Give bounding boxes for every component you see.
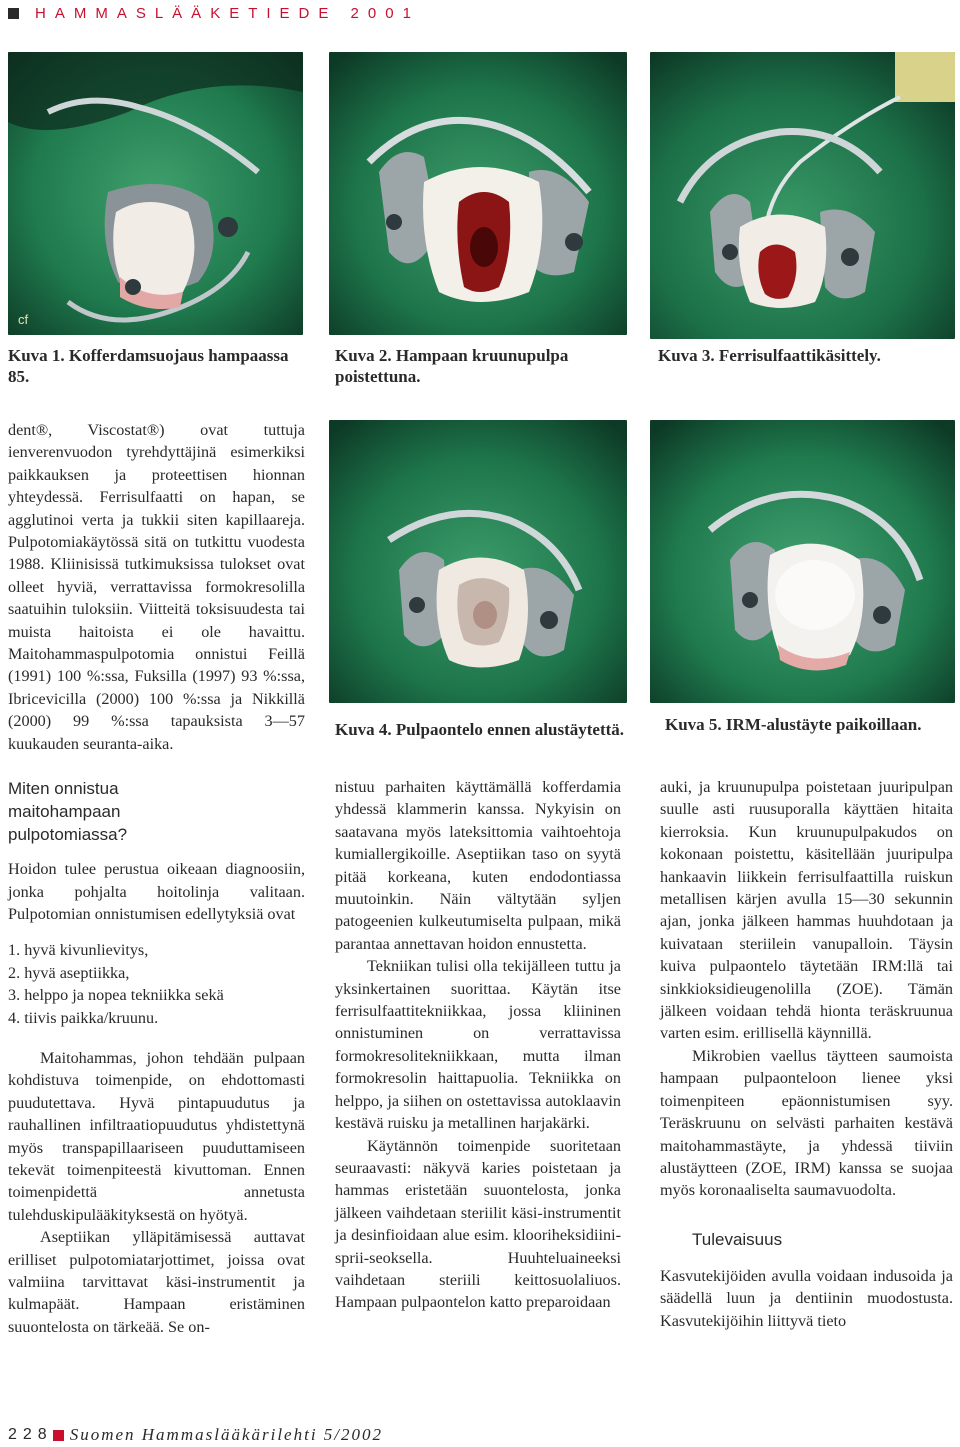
column1-paragraph: Aseptiikan ylläpitämisessä auttavat erilliset pulpotomiatarjottimet, joissa ovat valmiina tarvittavat käsi-instrumentit ja kulmapäät. Hampaan eristäminen suuontelosta on tärkeää. Se on- bbox=[8, 1228, 305, 1336]
list-item: 4. tiivis paikka/kruunu. bbox=[8, 1008, 159, 1027]
column3-paragraph: Kasvutekijöiden avulla voidaan indusoida ja säädellä luun ja dentiinin muodostusta. Kasvutekijöihin liittyvä tieto bbox=[660, 1266, 953, 1330]
text-column-2 bbox=[335, 776, 621, 1314]
photo-kuva1 bbox=[8, 52, 303, 335]
column2-paragraph: Käytännön toimenpide suoritetaan seuraavasti: näkyvä karies poistetaan ja hammas eristetään suuontelosta, jonka jälkeen vaihdetaan steriilit käsi-instrumentit ja desinfioidaan alue esim. klooriheksidiini-sprii-seoksella. Huuhteluaineeksi vaihdetaan steriili keittosuolaliuos. Hampaan pulpaontelon katto preparoidaan bbox=[335, 1136, 621, 1312]
running-header bbox=[8, 2, 420, 24]
column1-paragraph: Hoidon tulee perustua oikeaan diagnoosiin, jonka pohjalta hoitolinja valitaan. Pulpotomian onnistumisen edellytyksiä ovat bbox=[8, 860, 305, 923]
column2-paragraph: Tekniikan tulisi olla tekijälleen tuttu ja yksinkertainen suorittaa. Käytän itse ferrisulfaattitekniikkaa, jossa kliininen onnistuminen on verrattavissa formokresolitekniikkaan, mutta ilman formokresolin haittapuolia. Tekniikka on helppo, ja siihen on ostettavissa autoklaavin kestävä ruisku ja metallinen harjakärki. bbox=[335, 957, 621, 1133]
photo-overlay-text: cf bbox=[18, 312, 29, 327]
page-footer bbox=[8, 1424, 383, 1446]
column2-paragraph: nistuu parhaiten käyttämällä kofferdamia yhdessä klammerin kanssa. Nykyisin on saatavana myös lateksittomia vaihtoehtoja kumiallergikoille. Aseptiikan taso on syytä pitää korkeana, kuten endodontiassa muutoinkin. Näin vältytään syljen patogeenien kulkeutumiselta pulpaan, mikä parantaa annettavan hoidon ennustetta. bbox=[335, 778, 621, 953]
text-column-1 bbox=[8, 419, 305, 1338]
caption-kuva3: Kuva 3. Ferrisulfaattikäsittely. bbox=[658, 346, 881, 365]
caption-kuva5: Kuva 5. IRM-alustäyte paikoillaan. bbox=[665, 715, 922, 734]
footer-square-icon bbox=[53, 1430, 64, 1441]
list-item: 2. hyvä aseptiikka, bbox=[8, 963, 130, 982]
photo-kuva5 bbox=[650, 420, 955, 703]
photo-kuva2 bbox=[329, 52, 627, 335]
prerequisites-list bbox=[8, 939, 305, 1029]
section-heading: Tulevaisuus bbox=[692, 1229, 783, 1249]
page-number: 228 bbox=[8, 1426, 53, 1443]
header-square-icon bbox=[8, 8, 19, 19]
caption-kuva4: Kuva 4. Pulpaontelo ennen alustäytettä. bbox=[335, 720, 625, 739]
list-item: 3. helppo ja nopea tekniikka sekä bbox=[8, 986, 224, 1005]
column1-paragraph: Maitohammas, johon tehdään pulpaan kohdistuva toimenpide, on ehdottomasti puudutettava. Hyvä pintapuudutus ja rauhallinen infiltraatiopuudutus yhdistettynä myös transpapillaariseen puuduttamiseen tekevät toimenpiteestä kivuttoman. Ennen toimenpidettä annetusta tulehduskipulääkityksestä on hyötyä. bbox=[8, 1048, 305, 1224]
section-heading: Miten onnistua maitohampaan pulpotomiassa? bbox=[8, 779, 128, 845]
column1-paragraph: dent®, Viscostat®) ovat tuttuja ienverenvuodon tyrehdyttäjinä esimerkiksi paikkauksen ja proteettisen hionnan yhteydessä. Ferrisulfaatti on hapan, se agglutinoi verta ja tukkii siten kapillaareja. Pulpotomiakäytössä sitä on tutkittu vuodesta 1988. Kliinisissä tutkimuksissa tulokset ovat olleet hyviä, verrattavissa formokresolilla saatuihin tuloksiin. Viitteitä toksisuudesta tai muista haitoista ei ole havaittu. Maitohammaspulpotomia onnistui Feillä (1991) 100 %:ssa, Fuksilla (1997) 93 %:ssa, Ibricevicilla (2000) 100 %:ssa ja Nikkillä (2000) 99 %:ssa tapauksista 3—57 kuukauden seuranta-aika. bbox=[8, 421, 305, 753]
journal-name: Suomen Hammaslääkärilehti 5/2002 bbox=[69, 1425, 384, 1444]
column3-paragraph: Mikrobien vaellus täytteen saumoista hampaan pulpaonteloon lienee yksi toimenpiteen epäonnistumisen syy. Teräskruunu on selvästi parhaiten kestävä maitohammastäyte, ja yhdessä tiiviin alustäytteen (ZOE, IRM) kanssa se suojaa myös koronaaliselta saumavuodolta. bbox=[660, 1046, 953, 1200]
column3-paragraph: auki, ja kruunupulpa poistetaan juuripulpan suulle asti ruusuporalla käyttäen hitaita kierroksia. Kun kruunupulpakudos on kokonaan poistettu, käsitellään juuripulpa hankaavin liikkein ferrisulfaattilla ruiskun metallisen kärjen avulla 15—30 sekunnin ajan, jonka jälkeen hammas huuhdotaan ja kuivataan steriilein vanupalloin. Täysin kuiva pulpaontelo täytetään IRM:llä tai sinkkioksidieugenolilla (ZOE). Tämän jälkeen voidaan tehdä hionta teräskruunua varten esim. erillisellä käynnillä. bbox=[660, 778, 953, 1043]
list-item: 1. hyvä kivunlievitys, bbox=[8, 941, 149, 960]
caption-kuva2: Kuva 2. Hampaan kruunupulpa poistettuna. bbox=[335, 346, 569, 386]
photo-kuva4 bbox=[329, 420, 627, 703]
caption-kuva1: Kuva 1. Kofferdamsuojaus hampaassa 85. bbox=[8, 346, 289, 386]
running-title: HAMMASLÄÄKETIEDE 2001 bbox=[35, 4, 420, 22]
text-column-3 bbox=[660, 776, 953, 1332]
photo-kuva3 bbox=[650, 52, 955, 339]
